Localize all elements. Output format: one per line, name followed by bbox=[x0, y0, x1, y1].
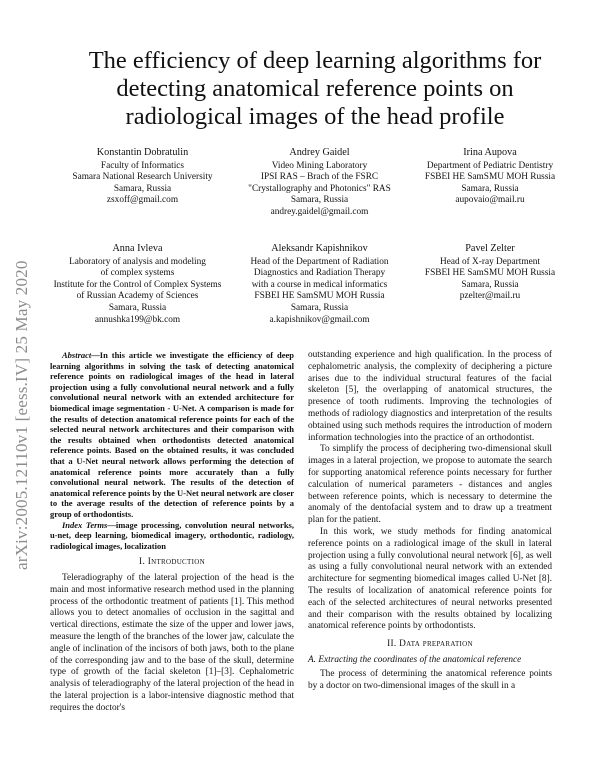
arxiv-stamp bbox=[12, 260, 32, 590]
author-block bbox=[232, 147, 407, 219]
title-line: detecting anatomical reference points on bbox=[116, 75, 514, 102]
body-paragraph: To simplify the process of deciphering two-dimensional skull images in a lateral projection, we propose to automate the search for supporting anatomical reference points necessary for further calculation of numerical parameters - distances and angles between reference points, which is necessary to determine the anomaly of the dentofacial system and to draw up a treatment plan for the patient. bbox=[308, 444, 552, 526]
author-email: a.kapishnikov@gmail.com bbox=[269, 314, 370, 325]
author-location: Samara, Russia bbox=[108, 302, 167, 313]
author-block bbox=[45, 243, 230, 326]
author-name: Aleksandr Kapishnikov bbox=[271, 243, 368, 254]
section-heading: II. Data preparation bbox=[387, 639, 473, 650]
author-location: Samara, Russia bbox=[461, 183, 519, 194]
left-column bbox=[50, 350, 294, 715]
index-terms-label: Index Terms bbox=[62, 519, 108, 530]
author-affiliation: "Crystallography and Photonics" RAS bbox=[248, 183, 391, 194]
author-affiliation: of complex systems bbox=[100, 268, 175, 279]
paper-title bbox=[55, 47, 575, 131]
author-location: Samara, Russia bbox=[461, 279, 519, 290]
author-affiliation: FSBEI HE SamSMU MOH Russia bbox=[424, 268, 556, 279]
author-location: Samara, Russia bbox=[113, 183, 172, 194]
body-paragraph: outstanding experience and high qualification. In the process of cephalometric analysis, the complexity of deciphering a picture arises due to the individual structural features of the facial skeleton [5], the overlapping of anatomical structures, the presence of tooth rudiments. Improving the technologies of methods of radiology diagnostics and interpretation of the results obtained using such methods requires the introduction of modern information technologies into the practice of an orthodontist. bbox=[308, 350, 552, 443]
author-name: Pavel Zelter bbox=[465, 243, 515, 254]
title-line: The efficiency of deep learning algorithms for bbox=[88, 47, 542, 74]
author-location: Samara, Russia bbox=[290, 195, 349, 206]
author-location: Samara, Russia bbox=[290, 302, 349, 313]
author-affiliation: Diagnostics and Radiation Therapy bbox=[253, 268, 386, 279]
abstract bbox=[50, 350, 294, 520]
author-block bbox=[405, 243, 575, 303]
author-affiliation: IPSI RAS – Brach of the FSRC bbox=[260, 172, 379, 183]
author-name: Anna Ivleva bbox=[112, 243, 163, 254]
arxiv-stamp-text: arXiv:2005.12110v1 [eess.IV] 25 May 2020 bbox=[12, 260, 31, 570]
author-affiliation: Video Mining Laboratory bbox=[271, 160, 368, 171]
body-paragraph: In this work, we study methods for finding anatomical reference points on a radiological image of the skull in lateral projection using a fully convolutional neural network [6], as well as using a fully convolutional neural network with an extended architecture for segmenting biomedical images called U-Net [8]. The results of localization of anatomical reference points for each of the selected architectures of neural networks presented and their comparison with the results obtained by localizing anatomical reference points by orthodontists. bbox=[308, 526, 552, 632]
author-block bbox=[232, 243, 407, 326]
author-name: Andrey Gaidel bbox=[289, 147, 350, 158]
author-affiliation: Institute for the Control of Complex Systems bbox=[53, 279, 222, 290]
author-affiliation: of Russian Academy of Sciences bbox=[76, 291, 199, 302]
author-affiliation: with a course in medical informatics bbox=[251, 279, 388, 290]
author-name: Irina Aupova bbox=[463, 147, 517, 158]
index-terms bbox=[50, 520, 294, 552]
author-affiliation: Samara National Research University bbox=[72, 172, 213, 183]
author-name: Konstantin Dobratulin bbox=[96, 147, 189, 158]
abstract-label: Abstract bbox=[62, 350, 92, 360]
author-email: aupovaio@mail.ru bbox=[455, 195, 525, 206]
author-affiliation: Head of X-ray Department bbox=[440, 256, 540, 267]
author-affiliation: FSBEI HE SamSMU MOH Russia bbox=[254, 291, 385, 302]
body-paragraph: The process of determining the anatomical reference points by a doctor on two-dimensional images of the skull in a bbox=[308, 668, 552, 691]
subsection-heading: A. Extracting the coordinates of the anatomical reference bbox=[308, 654, 522, 665]
author-email: andrey.gaidel@gmail.com bbox=[270, 206, 369, 217]
author-affiliation: Department of Pediatric Dentistry bbox=[426, 160, 554, 171]
abstract-text: —In this article we investigate the efficiency of deep learning algorithms in solving the task of detecting anatomical reference points on radiological images of the head in lateral projection using a fully convolutional neural network and a fully convolutional neural network with an extended architecture for biomedical image segmentation - U-Net. A comparison is made for the results of detection anatomical reference points for each of the selected neural network architectures and their comparison with the results obtained when orthodontists detected anatomical reference points. Based on the obtained results, it was concluded that a U-Net neural network allows performing the detection of anatomical reference points more accurately than a fully convolutional neural network. The results of the detection of anatomical reference points by the U-Net neural network are closer to the average results of the detection of reference points by a group of orthodontists. bbox=[50, 350, 294, 519]
right-column bbox=[308, 350, 552, 692]
author-affiliation: Laboratory of analysis and modeling bbox=[69, 256, 206, 267]
author-affiliation: Faculty of Informatics bbox=[100, 160, 185, 171]
title-line: radiological images of the head profile bbox=[125, 103, 505, 130]
author-block bbox=[55, 147, 230, 207]
index-terms-text: —image processing, convolution neural networks, u-net, deep learning, biomedical imagery, orthodontic, radiology, radiological images, localization bbox=[50, 519, 294, 551]
intro-paragraph: Teleradiography of the lateral projection of the head is the main and most informative research method used in the planning process of the orthodontic treatment of patients [1]. This method allows you to detect anomalies of occlusion in the sagittal and vertical directions, estimate the size of the upper and lower jaws, measure the length of the branches of the lower jaw, calculate the angle of inclination of the incisors of both jaws, both to the plane of the corresponding jaw and to the base of the skull, determine type of growth of the facial skeleton [1]–[3]. Cephalometric analysis of teleradiography of the lateral projection of the head in the lateral projection is a labor-intensive diagnostic method that requires the doctor's bbox=[50, 573, 294, 713]
author-affiliation: Head of the Department of Radiation bbox=[250, 256, 389, 267]
author-email: zsxoff@gmail.com bbox=[106, 195, 179, 206]
author-email: annushka199@bk.com bbox=[94, 314, 181, 325]
author-block bbox=[405, 147, 575, 207]
author-email: pzelter@mail.ru bbox=[459, 291, 521, 302]
author-affiliation: FSBEI HE SamSMU MOH Russia bbox=[424, 172, 556, 183]
section-heading: I. Introduction bbox=[139, 557, 205, 568]
